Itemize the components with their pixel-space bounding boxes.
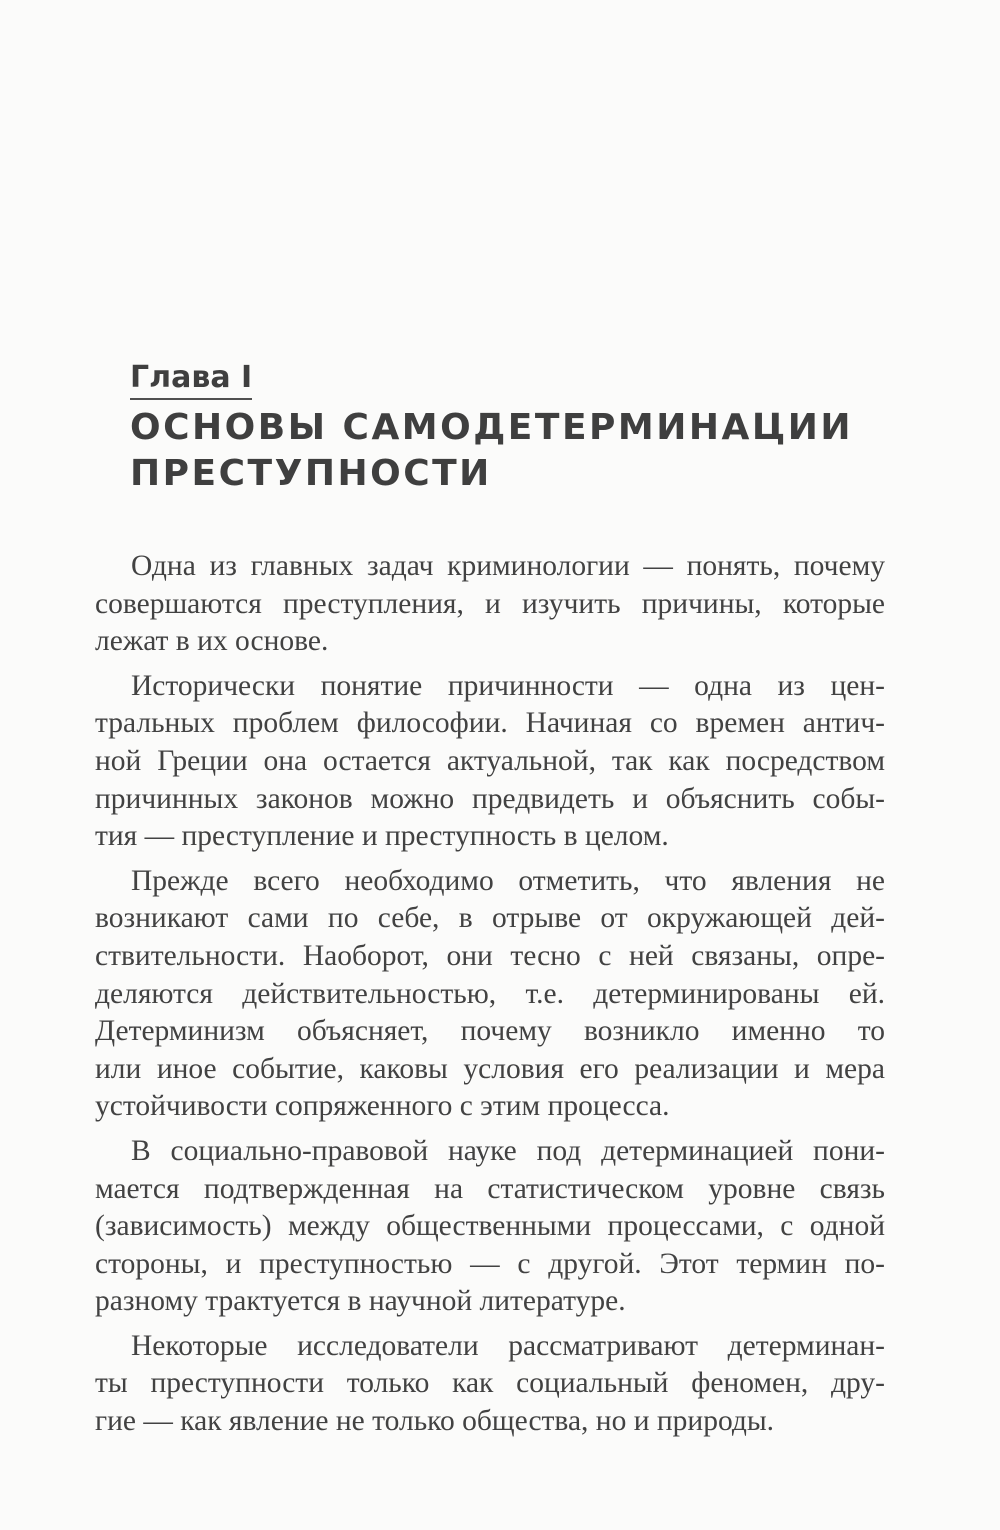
text-line: (зависимость) между общественными процессами, с одной <box>95 1210 885 1243</box>
paragraph <box>95 863 885 1126</box>
text-line: В социально-правовой науке под детерминацией пони- <box>131 1134 885 1167</box>
paragraph <box>95 1328 885 1441</box>
text-line: Прежде всего необходимо отметить, что явления не <box>131 864 885 897</box>
text-line: Детерминизм объясняет, почему возникло именно то <box>95 1015 885 1048</box>
chapter-title-line: ОСНОВЫ САМОДЕТЕРМИНАЦИИ <box>130 407 854 448</box>
chapter-title <box>130 405 910 497</box>
text-line: лежат в их основе. <box>95 625 329 658</box>
body-text <box>95 548 885 1441</box>
paragraph <box>95 548 885 661</box>
text-line: устойчивости сопряженного с этим процесса. <box>95 1090 670 1123</box>
text-line: тия — преступление и преступность в целом. <box>95 820 669 853</box>
paragraph <box>95 668 885 856</box>
text-line: причинных законов можно предвидеть и объяснить собы- <box>95 782 885 815</box>
text-line: деляются действительностью, т.е. детерминированы ей. <box>95 977 885 1010</box>
text-line: стороны, и преступностью — с другой. Этот термин по- <box>95 1247 885 1280</box>
text-line: или иное событие, каковы условия его реализации и мера <box>95 1052 885 1085</box>
text-line: Одна из главных задач криминологии — понять, почему <box>131 550 885 582</box>
text-line: ной Греции она остается актуальной, так как посредством <box>95 744 885 777</box>
text-line: ствительности. Наоборот, они тесно с ней связаны, опре- <box>95 939 885 972</box>
text-line: Исторически понятие причинности — одна из цен- <box>131 669 885 702</box>
paragraph <box>95 1133 885 1321</box>
text-line: разному трактуется в научной литературе. <box>95 1285 626 1318</box>
text-line: возникают сами по себе, в отрыве от окружающей дей- <box>95 902 885 935</box>
chapter-title-line: ПРЕСТУПНОСТИ <box>130 453 492 494</box>
text-line: гие — как явление не только общества, но и природы. <box>95 1405 775 1438</box>
text-line: тральных проблем философии. Начиная со времен антич- <box>95 707 885 740</box>
text-line: ты преступности только как социальный феномен, дру- <box>95 1367 885 1400</box>
text-line: совершаются преступления, и изучить причины, которые <box>95 587 885 620</box>
text-line: Некоторые исследователи рассматривают детерминан- <box>131 1329 885 1362</box>
text-line: мается подтвержденная на статистическом уровне связь <box>95 1172 885 1205</box>
chapter-label: Глава I <box>130 358 252 400</box>
